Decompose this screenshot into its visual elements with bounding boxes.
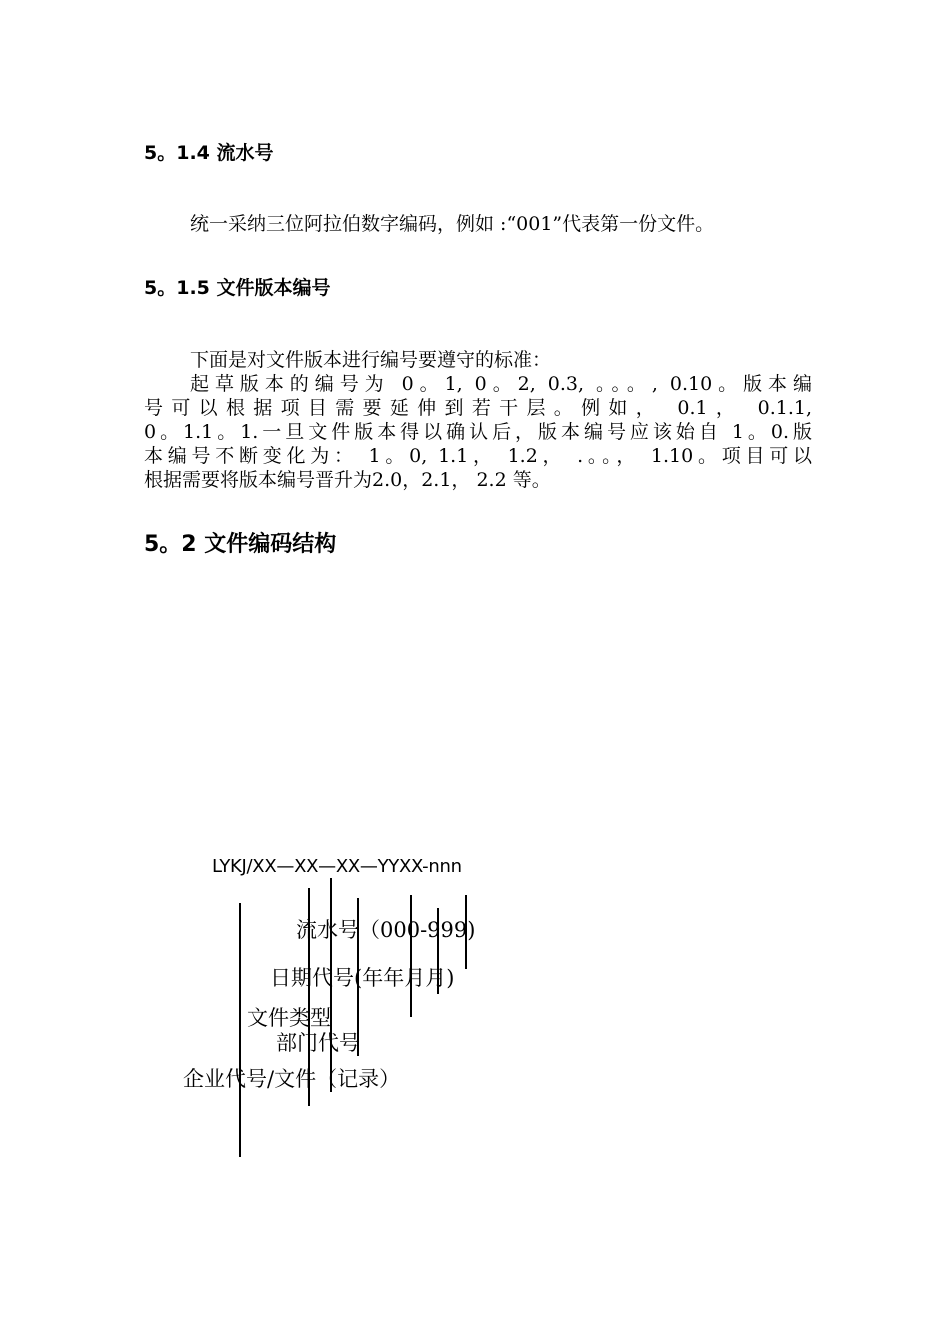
heading-5-2: 5。2 文件编码结构 <box>144 532 337 557</box>
label-document-type: 文件类型 <box>247 1006 331 1030</box>
paragraph-serial-number: 统一采纳三位阿拉伯数字编码，例如 :“001”代表第一份文件。 <box>190 213 715 235</box>
heading-5-1-4: 5。1.4 流水号 <box>144 142 274 164</box>
text-line: 起草版本的编号为 0。1, 0。2, 0.3, 。。。, 0.10。版本编 <box>190 373 812 395</box>
pointer-line-date <box>410 895 412 1017</box>
text-line: 0。1.1。1.一旦文件版本得以确认后，版本编号应该始自 1。0.版 <box>144 421 812 443</box>
pointer-line-company <box>239 903 241 1157</box>
text-line: 号可以根据项目需要延伸到若干层。例如， 0.1， 0.1.1, <box>144 397 812 419</box>
label-company-code: 企业代号/文件（记录） <box>183 1067 401 1091</box>
label-date-code: 日期代号(年年月月) <box>270 966 455 990</box>
text-line: 下面是对文件版本进行编号要遵守的标准： <box>190 349 552 371</box>
text-line: 根据需要将版本编号晋升为2.0，2.1， 2.2 等。 <box>144 469 551 491</box>
text-line: 本编号不断变化为： 1。0, 1.1， 1.2， .。。， 1.10。项目可以 <box>144 445 812 467</box>
label-department-code: 部门代号 <box>276 1031 360 1055</box>
label-serial-number: 流水号（000-999) <box>296 918 476 942</box>
code-pattern: LYKJ/XX—XX—XX—YYXX-nnn <box>212 856 462 877</box>
heading-5-1-5: 5。1.5 文件版本编号 <box>144 277 331 299</box>
paragraph-version-numbering <box>144 348 812 492</box>
